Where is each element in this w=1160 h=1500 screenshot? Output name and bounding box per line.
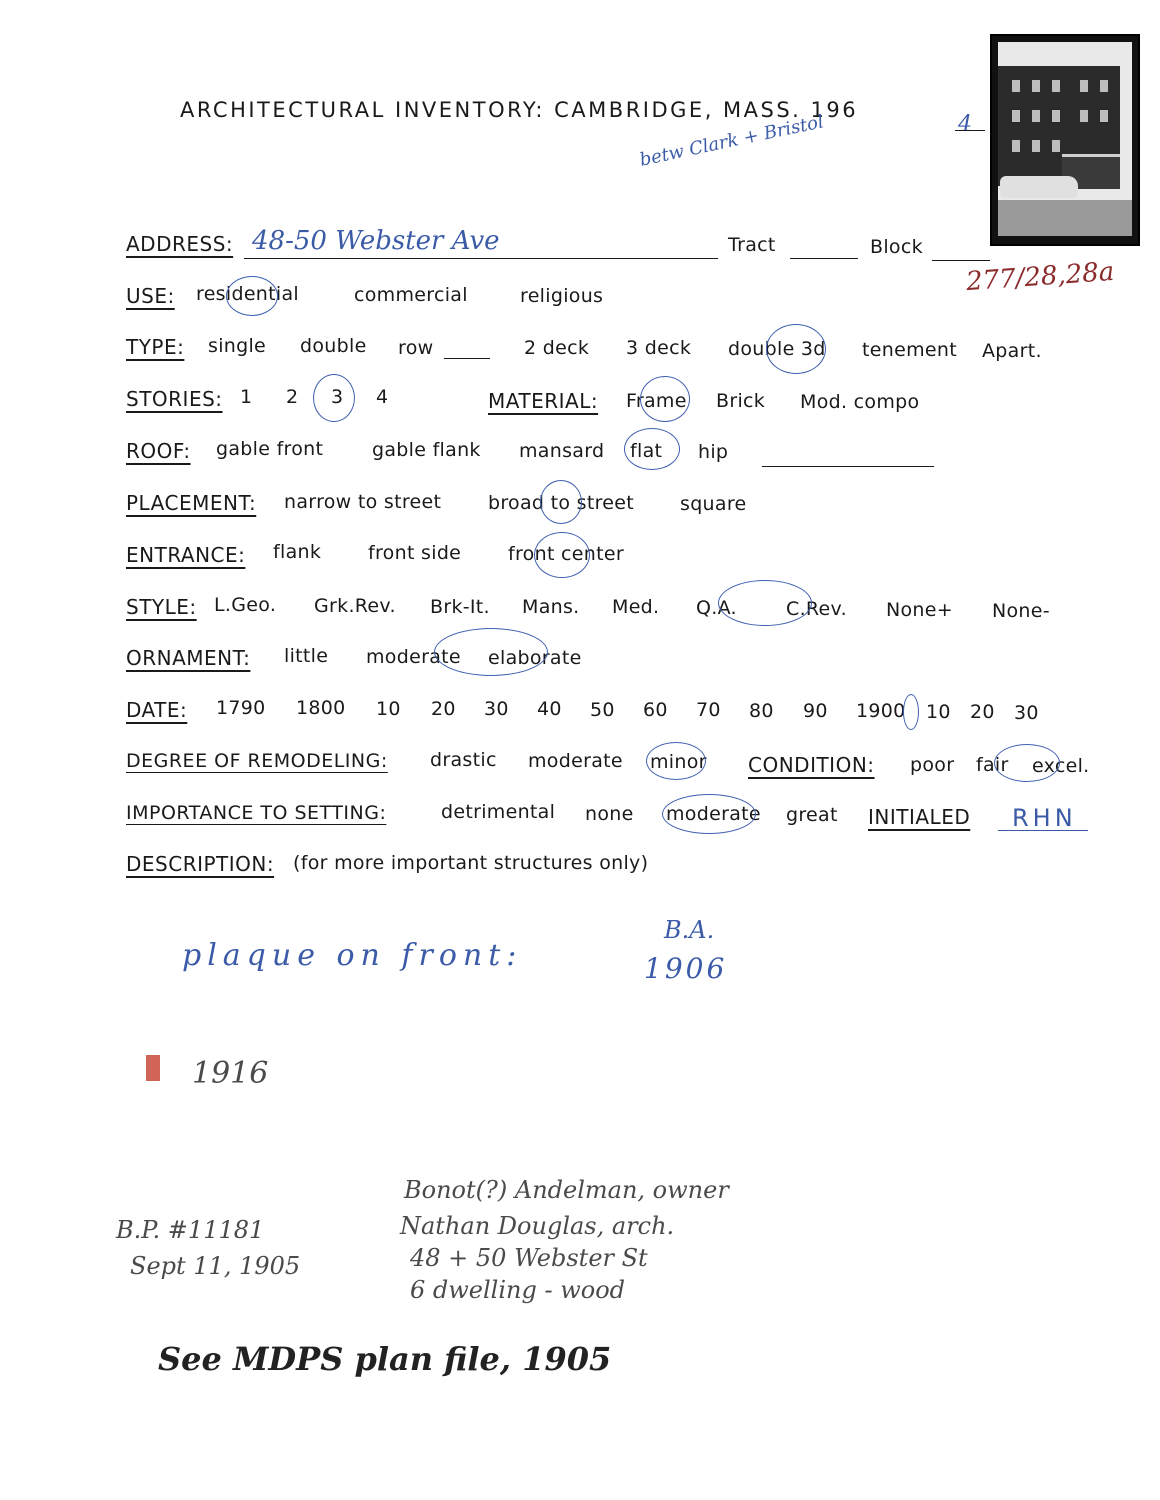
- architect-note: Nathan Douglas, arch.: [400, 1212, 675, 1240]
- bp-number: B.P. #11181: [116, 1216, 265, 1244]
- type-option-single: single: [208, 335, 267, 357]
- remodeling-label: DEGREE OF REMODELING:: [126, 750, 388, 772]
- remodeling-option-drastic: drastic: [430, 749, 497, 771]
- style-label: STYLE:: [126, 595, 197, 619]
- use-option-residential: residential: [196, 283, 300, 305]
- condition-option-fair: fair: [976, 754, 1009, 776]
- type-option-double3d: double 3d: [728, 338, 826, 360]
- use-option-commercial: commercial: [354, 284, 468, 306]
- dwelling-note: 6 dwelling - wood: [410, 1276, 626, 1304]
- style-selection-mark: [718, 580, 812, 626]
- importance-option-none: none: [585, 803, 634, 825]
- placement-option-square: square: [680, 493, 747, 515]
- red-mark: [146, 1055, 160, 1081]
- stories-label: STORIES:: [126, 387, 223, 411]
- date-option-70: 70: [696, 699, 721, 721]
- type-option-3deck: 3 deck: [626, 337, 692, 359]
- roof-option-mansard: mansard: [519, 440, 605, 462]
- placement-selection-mark: [540, 480, 582, 524]
- style-option-lgeo: L.Geo.: [214, 594, 277, 616]
- placement-option-broad: broad to street: [488, 492, 635, 514]
- condition-selection-mark: [994, 744, 1060, 782]
- remodeling-option-minor: minor: [650, 751, 707, 773]
- entrance-option-flank: flank: [273, 541, 322, 563]
- remodeling-option-moderate: moderate: [528, 750, 623, 772]
- plaque-note: plaque on front:: [182, 938, 523, 973]
- style-option-qa: Q.A.: [696, 597, 737, 619]
- placement-option-narrow: narrow to street: [284, 491, 442, 513]
- roof-option-gablefront: gable front: [216, 438, 324, 460]
- use-option-religious: religious: [520, 285, 604, 307]
- block-label: Block: [870, 236, 923, 258]
- stories-option-2: 2: [286, 386, 299, 408]
- importance-selection-mark: [662, 794, 756, 834]
- entrance-option-frontside: front side: [368, 542, 462, 564]
- ornament-option-elaborate: elaborate: [488, 647, 582, 669]
- tract-label: Tract: [728, 234, 776, 256]
- address-note: 48 + 50 Webster St: [410, 1244, 648, 1272]
- form-title: ARCHITECTURAL INVENTORY: CAMBRIDGE, MASS. 196: [180, 98, 859, 122]
- see-plan-note: See MDPS plan file, 1905: [158, 1340, 612, 1378]
- ba-note: B.A.: [664, 916, 715, 944]
- importance-option-moderate: moderate: [666, 803, 761, 825]
- roof-label: ROOF:: [126, 439, 191, 463]
- bp-date: Sept 11, 1905: [130, 1252, 301, 1280]
- date-option-1800: 1800: [296, 697, 346, 719]
- use-selection-mark: [226, 276, 278, 316]
- roof-option-flat: flat: [630, 440, 663, 462]
- importance-option-great: great: [786, 804, 838, 826]
- date-option-1900: 1900: [856, 700, 906, 722]
- date-option-40: 40: [537, 698, 562, 720]
- date-option-1910: 10: [926, 701, 951, 723]
- material-label: MATERIAL:: [488, 389, 599, 413]
- block-value: 277/28,28a: [965, 256, 1116, 298]
- ba-year: 1906: [644, 952, 728, 985]
- ornament-option-little: little: [284, 645, 329, 667]
- address-value: 48-50 Webster Ave: [252, 226, 500, 256]
- type-option-tenement: tenement: [862, 339, 957, 361]
- style-option-grkrev: Grk.Rev.: [314, 595, 396, 617]
- entrance-selection-mark: [534, 532, 590, 578]
- type-option-apart: Apart.: [982, 340, 1042, 362]
- condition-option-poor: poor: [910, 754, 955, 776]
- date-option-1920: 20: [970, 701, 995, 723]
- importance-label: IMPORTANCE TO SETTING:: [126, 802, 387, 824]
- date-option-1930: 30: [1014, 702, 1039, 724]
- date-option-20: 20: [431, 698, 456, 720]
- date-option-90: 90: [803, 700, 828, 722]
- date-label: DATE:: [126, 698, 188, 722]
- condition-option-excel: excel.: [1032, 755, 1090, 777]
- condition-label: CONDITION:: [748, 753, 875, 777]
- year-1916-note: 1916: [192, 1056, 269, 1091]
- entrance-label: ENTRANCE:: [126, 543, 246, 567]
- style-option-noneminus: None-: [992, 600, 1050, 622]
- address-label: ADDRESS:: [126, 232, 234, 256]
- year-suffix: 4: [958, 112, 972, 137]
- use-label: USE:: [126, 284, 175, 308]
- initialed-label: INITIALED: [868, 805, 971, 829]
- importance-option-detrimental: detrimental: [441, 801, 556, 823]
- material-option-modcompo: Mod. compo: [800, 391, 920, 413]
- type-option-2deck: 2 deck: [524, 337, 590, 359]
- roof-selection-mark: [624, 428, 680, 470]
- material-option-frame: Frame: [626, 390, 687, 412]
- owner-note: Bonot(?) Andelman, owner: [404, 1176, 729, 1204]
- type-selection-mark: [766, 324, 826, 374]
- remodeling-selection-mark: [646, 742, 706, 780]
- style-option-brkit: Brk-It.: [430, 596, 490, 618]
- material-selection-mark: [640, 376, 690, 422]
- date-option-30: 30: [484, 698, 509, 720]
- ornament-label: ORNAMENT:: [126, 646, 251, 670]
- roof-option-hip: hip: [698, 441, 729, 463]
- placement-label: PLACEMENT:: [126, 491, 257, 515]
- style-option-mans: Mans.: [522, 596, 580, 618]
- type-option-double: double: [300, 335, 367, 357]
- between-note: betw Clark + Bristol: [637, 111, 826, 171]
- date-option-50: 50: [590, 699, 615, 721]
- stories-selection-mark: [313, 374, 355, 422]
- style-option-noneplus: None+: [886, 599, 953, 621]
- material-option-brick: Brick: [716, 390, 766, 412]
- style-option-med: Med.: [612, 596, 660, 618]
- roof-option-gableflank: gable flank: [372, 439, 481, 461]
- entrance-option-frontcenter: front center: [508, 543, 624, 565]
- date-option-1790: 1790: [216, 697, 266, 719]
- date-option-10: 10: [376, 698, 401, 720]
- description-note: (for more important structures only): [293, 852, 649, 874]
- type-option-row: row: [398, 337, 434, 359]
- date-selection-mark: [903, 694, 919, 730]
- stories-option-3: 3: [331, 386, 344, 408]
- stories-option-4: 4: [376, 386, 389, 408]
- style-option-crev: C.Rev.: [786, 598, 847, 620]
- initialed-value: RHN: [1012, 804, 1077, 832]
- ornament-selection-mark: [434, 628, 548, 676]
- date-option-80: 80: [749, 700, 774, 722]
- ornament-option-moderate: moderate: [366, 646, 461, 668]
- date-option-60: 60: [643, 699, 668, 721]
- stories-option-1: 1: [240, 386, 253, 408]
- description-label: DESCRIPTION:: [126, 852, 275, 876]
- building-photo: [990, 34, 1140, 246]
- type-label: TYPE:: [126, 335, 185, 359]
